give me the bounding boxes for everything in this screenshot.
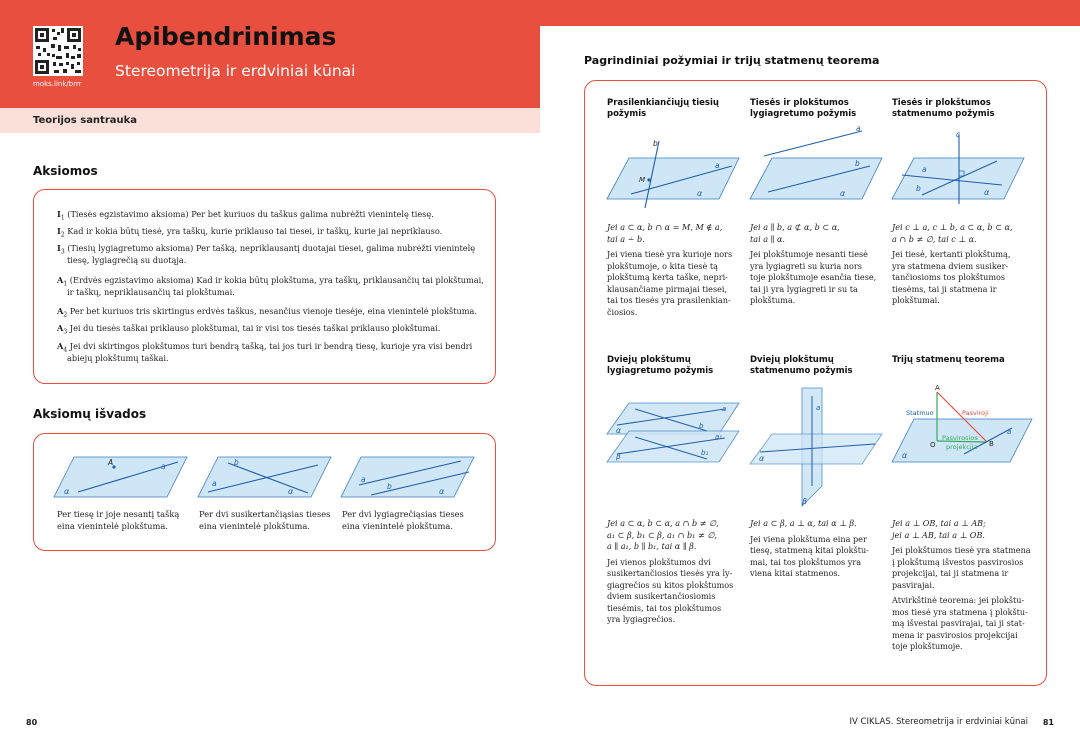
svg-text:β: β xyxy=(616,452,621,461)
figure-line-plane-perpendicular xyxy=(892,129,1024,209)
axiom-text: (Erdvės egzistavimo aksioma) Kad ir kokia būtų plokštuma, yra taškų, priklausančių tai plokštumai, xyxy=(67,275,484,285)
page-number-left: 80 xyxy=(26,718,38,727)
figure-line-plane-parallel xyxy=(750,126,882,211)
svg-text:b: b xyxy=(653,139,658,148)
corollary-figure-3 xyxy=(341,455,476,500)
svg-text:α: α xyxy=(759,454,765,463)
label-b: b xyxy=(387,482,392,491)
svg-text:A: A xyxy=(935,384,940,392)
corollaries-box xyxy=(33,433,496,551)
corollary-figure-1 xyxy=(54,455,189,500)
axiom-text: (Tiesių lygiagretumo aksioma) Per tašką, nepriklausantį duotajai tiesei, galima nubrėžti vienintelę xyxy=(64,243,476,253)
svg-text:a: a xyxy=(722,405,727,413)
axiom-text: Jei dvi skirtingos plokštumos turi bendrą tašką, tai jos turi ir bendrą tiesę, kurioje yra visi bendri xyxy=(67,341,473,351)
svg-text:b: b xyxy=(699,422,704,430)
svg-text:a: a xyxy=(715,161,720,170)
properties-box xyxy=(584,80,1047,686)
text-three-perpendiculars: Jei a ⊥ OB, tai a ⊥ AB; jei a ⊥ AB, tai a ⊥ OB. Jei plokštumos tiesė yra statmena į plokštumą išvestos pasvirosios projekcijai, tai ji statmena ir pasvirajai. Atvirkštinė teorema: jei plokštu- mos tiesė yra statmena į plokštu- mą išvestai pasvirajai, tai ji stat- mena ir pasvirosios projekcijai toje plokštumoje. xyxy=(892,518,1031,651)
axiom-label: I xyxy=(57,209,61,219)
axiom-line xyxy=(57,306,489,321)
figure-planes-perpendicular xyxy=(750,386,882,511)
axiom-label: A xyxy=(57,323,64,333)
svg-text:a: a xyxy=(816,404,821,412)
text-planes-perpendicular: Jei a ⊂ β, a ⊥ α, tai α ⊥ β. Jei viena plokštuma eina per tiesę, statmeną kitai plokštu- mai, tai tos plokštumos yra viena kitai statmenos. xyxy=(750,518,869,578)
axiom-label: A xyxy=(57,275,64,285)
axiom-label-sub: 2 xyxy=(60,231,65,239)
theory-label: Teorijos santrauka xyxy=(33,115,138,126)
label-alpha: α xyxy=(64,487,70,496)
heading-line-plane-perpendicular: Tiesės ir plokštumos statmenumo požymis xyxy=(892,98,995,119)
svg-text:a: a xyxy=(1007,428,1012,436)
axiom-text: Per bet kuriuos tris skirtingus erdvės taškus, nesančius vienoje tiesėje, eina vienintelė plokštuma. xyxy=(67,306,478,316)
right-page-title: Pagrindiniai požymiai ir trijų statmenų teorema xyxy=(584,54,880,67)
page-number-right: 81 xyxy=(1042,718,1054,727)
label-alpha: α xyxy=(439,487,445,496)
axiom-text: Jei du tiesės taškai priklauso plokštumai, tai ir visi tos tiesės taškai priklauso plokštumai. xyxy=(67,323,441,333)
figure-three-perpendiculars xyxy=(892,384,1032,464)
svg-text:c: c xyxy=(956,130,961,139)
svg-text:α: α xyxy=(840,189,846,198)
svg-text:α: α xyxy=(902,451,908,460)
header-strip xyxy=(540,0,1080,26)
plane-alpha xyxy=(54,457,187,497)
axiom-text: abiejų plokštumų taškai. xyxy=(67,353,169,363)
svg-text:a: a xyxy=(922,165,927,174)
heading-planes-parallel: Dviejų plokštumų lygiagretumo požymis xyxy=(607,355,714,376)
heading-skew-lines: Prasilenkiančiųjų tiesių požymis xyxy=(607,98,719,119)
svg-text:Pasviroji: Pasviroji xyxy=(962,409,989,417)
page-subtitle: Stereometrija ir erdviniai kūnai xyxy=(115,62,356,80)
axiom-label: A xyxy=(57,306,64,316)
svg-text:α: α xyxy=(984,188,990,197)
corollaries-title: Aksiomų išvados xyxy=(33,407,147,421)
svg-text:b: b xyxy=(855,159,860,168)
axiom-line xyxy=(67,255,499,266)
axiom-text: (Tiesės egzistavimo aksioma) Per bet kuriuos du taškus galima nubrėžti vienintelę tiesę. xyxy=(64,209,434,219)
figure-planes-parallel xyxy=(607,401,739,466)
axiom-label-sub: 1 xyxy=(60,214,65,222)
corollary-figure-2 xyxy=(198,455,333,500)
svg-text:projekcija: projekcija xyxy=(946,443,978,451)
svg-text:α: α xyxy=(616,426,621,435)
label-b: b xyxy=(234,458,239,467)
text-skew-lines: Jei a ⊂ α, b ∩ α = M, M ∉ a, tai a ∸ b. Jei viena tiesė yra kurioje nors plokštumoje, o kita tiesė tą plokštumą kerta taške, nepri- klausančiame pirmajai tiesei, tai tos tiesės yra prasilenkian- čiosios. xyxy=(607,222,733,317)
qr-link[interactable]: moks.link/brrr xyxy=(33,80,82,88)
axioms-box xyxy=(33,189,496,384)
heading-planes-perpendicular: Dviejų plokštumų statmenumo požymis xyxy=(750,355,853,376)
text-line-plane-parallel: Jei a ∥ b, a ⊄ α, b ⊂ α, tai a ∥ α. Jei plokštumoje nesanti tiesė yra lygiagreti su kuria nors toje plokštumoje esančia tiese, tai ji yra lygiagreti ir su ta plokštuma. xyxy=(750,222,877,305)
svg-text:a₁: a₁ xyxy=(715,433,723,441)
axiom-text: Kad ir kokia būtų tiesė, yra taškų, kurie priklauso tai tiesei, ir taškų, kurie jai nepriklauso. xyxy=(64,226,443,236)
heading-line-plane-parallel: Tiesės ir plokštumos lygiagretumo požymis xyxy=(750,98,857,119)
footer-chapter: IV CIKLAS. Stereometrija ir erdviniai kūnai xyxy=(849,717,1028,727)
page-title: Apibendrinimas xyxy=(115,22,337,51)
axiom-label-sub: 3 xyxy=(63,328,68,336)
svg-text:O: O xyxy=(930,441,936,449)
text-line-plane-perpendicular: Jei c ⊥ a, c ⊥ b, a ⊂ α, b ⊂ α, a ∩ b ≠ ∅, tai c ⊥ α. Jei tiesė, kertanti plokštumą, yra statmena dviem susiker- tančiosioms tos plokštumos tiesėms, tai ji statmena ir plokštumai. xyxy=(892,222,1013,305)
corollary-caption-1: Per tiesę ir joje nesantį tašką eina vienintelė plokštuma. xyxy=(57,509,180,531)
label-a: a xyxy=(161,462,166,471)
axiom-label: A xyxy=(57,341,64,351)
axiom-label-sub: 3 xyxy=(60,248,65,256)
svg-text:B: B xyxy=(989,440,994,448)
axiom-label-sub: 2 xyxy=(63,311,68,319)
axiom-label: I xyxy=(57,243,61,253)
axiom-label: I xyxy=(57,226,61,236)
axiom-line xyxy=(67,353,499,364)
axioms-title: Aksiomos xyxy=(33,164,98,178)
label-A: A xyxy=(108,458,114,467)
corollary-caption-3: Per dvi lygiagrečiąsias tieses eina vienintelė plokštuma. xyxy=(342,509,464,531)
svg-text:Pasvirosios: Pasvirosios xyxy=(942,434,978,442)
axiom-label-sub: 4 xyxy=(63,346,68,354)
svg-text:M: M xyxy=(639,176,646,184)
axiom-line xyxy=(57,226,489,241)
svg-text:Statmuo: Statmuo xyxy=(906,409,934,417)
axiom-text: tiesę, lygiagrečią su duotąja. xyxy=(67,255,187,265)
svg-text:b: b xyxy=(916,184,921,193)
svg-text:b₁: b₁ xyxy=(701,449,709,457)
corollary-caption-2: Per dvi susikertančiąsias tieses eina vienintelė plokštuma. xyxy=(199,509,331,531)
axiom-line xyxy=(57,209,489,224)
axiom-text: ir taškų, nepriklausančių tai plokštumai. xyxy=(67,287,235,297)
label-alpha: α xyxy=(288,487,294,496)
text-planes-parallel: Jei a ⊂ α, b ⊂ α, a ∩ b ≠ ∅, a₁ ⊂ β, b₁ ⊂ β, a₁ ∩ b₁ ≠ ∅, a ∥ a₁, b ∥ b₁, tai α ∥ β. Jei vienos plokštumos dvi susikertančiosios tiesės yra ly- giagrečios su kitos plokštumos dviem susikertančiosiomis tiesėmis, tai tos plokštumos yra lygiagrečios. xyxy=(607,518,734,624)
label-a: a xyxy=(361,475,366,484)
svg-text:α: α xyxy=(697,189,703,198)
svg-text:β: β xyxy=(802,497,808,506)
heading-three-perpendiculars: Trijų statmenų teorema xyxy=(892,355,1005,365)
figure-skew-lines xyxy=(607,136,739,211)
axiom-label-sub: 1 xyxy=(63,280,68,288)
axiom-line xyxy=(57,323,489,338)
qr-code-icon[interactable] xyxy=(33,26,83,76)
axiom-line xyxy=(67,287,499,298)
svg-text:a: a xyxy=(856,124,861,133)
label-a: a xyxy=(212,479,217,488)
